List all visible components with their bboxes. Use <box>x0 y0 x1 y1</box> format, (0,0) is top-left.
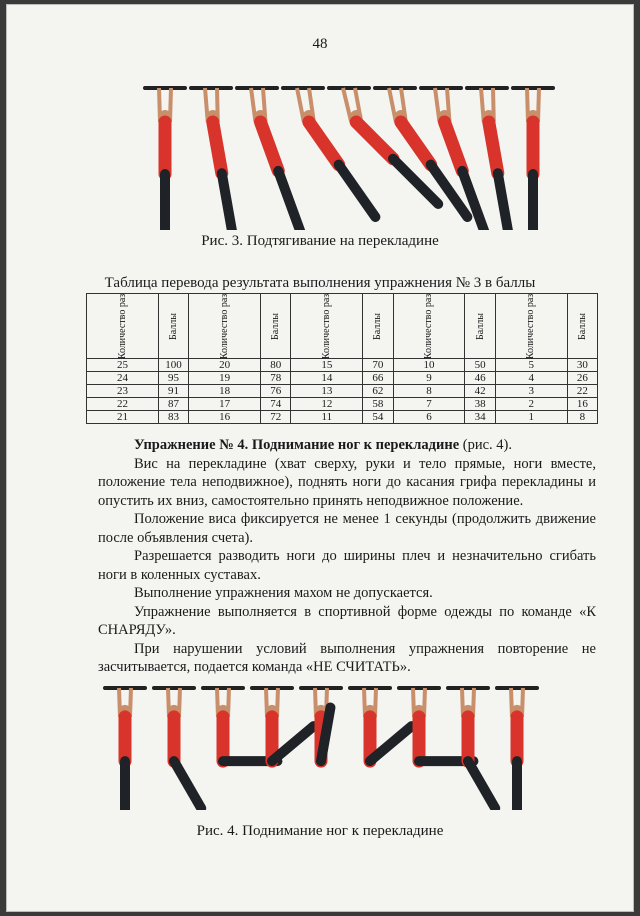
table-cell: 95 <box>158 372 188 385</box>
table-row <box>87 385 598 398</box>
table-cell: 100 <box>158 359 188 372</box>
header-score-3: Баллы <box>363 294 393 359</box>
athlete-figure <box>283 88 375 217</box>
exercise-4-heading-para <box>98 436 596 455</box>
score-table <box>86 293 598 424</box>
table-cell: 5 <box>495 359 567 372</box>
table-cell: 80 <box>261 359 291 372</box>
header-score-2: Баллы <box>261 294 291 359</box>
header-count-3: Количество раз <box>291 294 363 359</box>
header-count-4: Количество раз <box>393 294 465 359</box>
table-cell: 8 <box>393 385 465 398</box>
athlete-figure <box>191 88 233 230</box>
table-cell: 24 <box>87 372 159 385</box>
table-cell: 70 <box>363 359 393 372</box>
exercise-4-heading: Упражнение № 4. Поднимание ног к перекладине <box>134 437 460 453</box>
table-cell: 72 <box>261 411 291 424</box>
torso <box>489 122 498 173</box>
legs <box>498 173 509 230</box>
table-cell: 13 <box>291 385 363 398</box>
athlete-figure <box>145 88 185 230</box>
table-cell: 11 <box>291 411 363 424</box>
arm <box>343 88 351 122</box>
athlete-figure <box>350 688 412 761</box>
table-cell: 8 <box>567 411 597 424</box>
table-cell: 30 <box>567 359 597 372</box>
exercise-4-heading-suffix: (рис. 4). <box>459 437 513 453</box>
table-cell: 4 <box>495 372 567 385</box>
athlete-figure <box>237 88 300 230</box>
table-cell: 78 <box>261 372 291 385</box>
table-cell: 62 <box>363 385 393 398</box>
table-cell: 2 <box>495 398 567 411</box>
table-cell: 46 <box>465 372 495 385</box>
table-cell: 25 <box>87 359 159 372</box>
table-cell: 83 <box>158 411 188 424</box>
table-cell: 58 <box>363 398 393 411</box>
legs <box>278 171 300 230</box>
table-cell: 19 <box>189 372 261 385</box>
paragraph: Упражнение выполняется в спортивной форме одежды по команде «К СНАРЯДУ». <box>98 603 596 638</box>
table-cell: 17 <box>189 398 261 411</box>
legs <box>222 173 233 230</box>
table-cell: 54 <box>363 411 393 424</box>
torso <box>356 122 393 159</box>
header-score-4: Баллы <box>465 294 495 359</box>
legs <box>174 761 201 808</box>
torso <box>213 122 222 173</box>
header-count-1: Количество раз <box>87 294 159 359</box>
table-cell: 23 <box>87 385 159 398</box>
table-row <box>87 398 598 411</box>
table-cell: 38 <box>465 398 495 411</box>
table-row <box>87 359 598 372</box>
table-cell: 76 <box>261 385 291 398</box>
header-score-1: Баллы <box>158 294 188 359</box>
table-cell: 26 <box>567 372 597 385</box>
table-row <box>87 411 598 424</box>
athlete-figure <box>448 688 495 808</box>
table-row <box>87 372 598 385</box>
athlete-figure <box>301 688 341 761</box>
arm <box>297 88 304 122</box>
table-cell: 91 <box>158 385 188 398</box>
figure-leg-raises <box>0 678 640 810</box>
legs <box>468 761 495 808</box>
table-cell: 6 <box>393 411 465 424</box>
exercise-4-text <box>98 436 596 677</box>
table-cell: 22 <box>567 385 597 398</box>
athlete-figure <box>154 688 201 808</box>
figure-3-caption: Рис. 3. Подтягивание на перекладине <box>201 233 439 249</box>
paragraph: Вис на перекладине (хват сверху, руки и тело прямые, ноги вместе, положение тела неподвижное), поднять ноги до касания грифа перекладины и опустить их вниз, самостоятельно принять неподвижное положение. <box>98 455 596 509</box>
table-cell: 66 <box>363 372 393 385</box>
table-cell: 12 <box>291 398 363 411</box>
table-cell: 22 <box>87 398 159 411</box>
header-count-2: Количество раз <box>189 294 261 359</box>
athlete-figure <box>105 688 145 810</box>
torso <box>401 122 431 165</box>
table-cell: 9 <box>393 372 465 385</box>
arm <box>389 88 396 122</box>
athlete-figure <box>497 688 537 810</box>
paragraph: Положение виса фиксируется не менее 1 секунды (продолжить движение после объявления счета). <box>98 511 596 546</box>
legs <box>339 165 376 217</box>
paragraph: При нарушении условий выполнения упражнения повторение не засчитывается, подается команда «НЕ СЧИТАТЬ». <box>98 640 596 675</box>
table-cell: 34 <box>465 411 495 424</box>
figure-pullups <box>0 70 640 230</box>
table-cell: 10 <box>393 359 465 372</box>
athlete-figure <box>513 88 553 230</box>
header-count-5: Количество раз <box>495 294 567 359</box>
table-header-row <box>87 294 598 359</box>
table-cell: 3 <box>495 385 567 398</box>
table-cell: 21 <box>87 411 159 424</box>
table-cell: 87 <box>158 398 188 411</box>
table-cell: 7 <box>393 398 465 411</box>
table-cell: 50 <box>465 359 495 372</box>
athlete-figure <box>252 688 314 761</box>
torso <box>260 122 278 171</box>
table-cell: 14 <box>291 372 363 385</box>
leg-raise-illustration <box>0 678 640 810</box>
header-score-5: Баллы <box>567 294 597 359</box>
pullup-illustration <box>0 70 640 230</box>
table-cell: 18 <box>189 385 261 398</box>
torso <box>309 122 339 165</box>
table-cell: 74 <box>261 398 291 411</box>
torso <box>444 122 462 171</box>
table-cell: 16 <box>567 398 597 411</box>
table-body <box>87 359 598 424</box>
table-cell: 1 <box>495 411 567 424</box>
paragraph: Выполнение упражнения махом не допускается. <box>134 585 433 601</box>
table-cell: 15 <box>291 359 363 372</box>
table-cell: 20 <box>189 359 261 372</box>
table-title: Таблица перевода результата выполнения упражнения № 3 в баллы <box>104 275 536 291</box>
page-number: 48 <box>312 36 328 52</box>
figure-4-caption: Рис. 4. Поднимание ног к перекладине <box>196 823 444 839</box>
table-cell: 16 <box>189 411 261 424</box>
table-cell: 42 <box>465 385 495 398</box>
paragraph: Разрешается разводить ноги до ширины плеч и незначительно сгибать ноги в коленных суставах. <box>98 548 596 583</box>
